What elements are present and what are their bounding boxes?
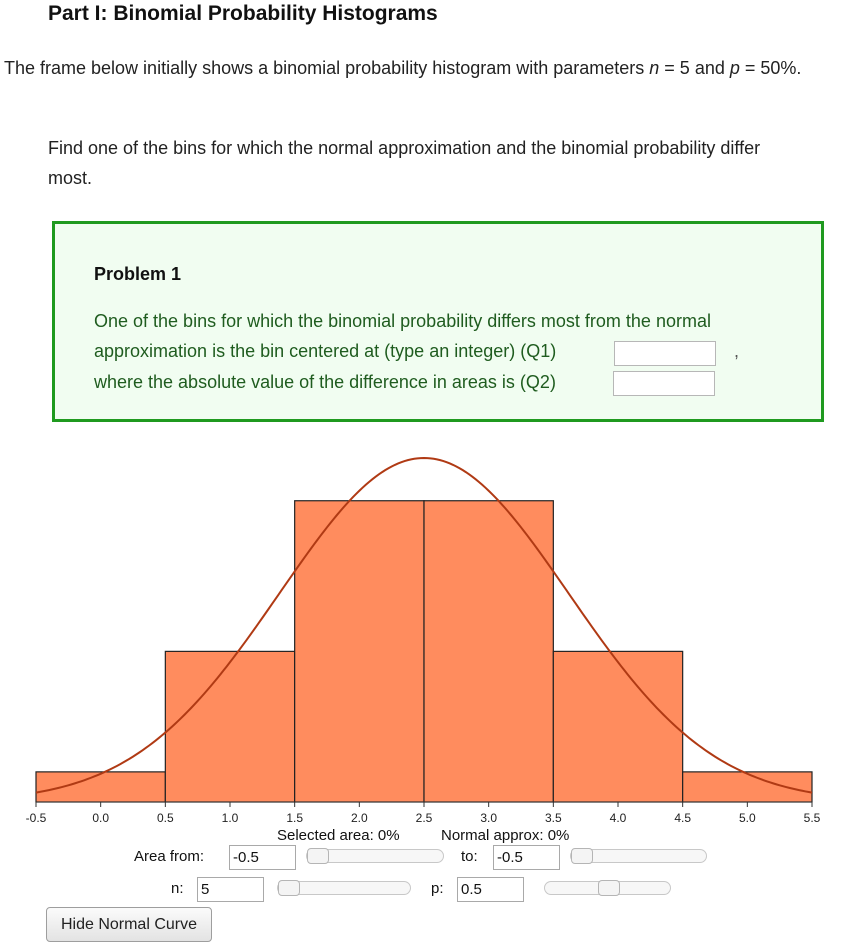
q1-answer-input[interactable] [614,341,716,366]
n-input[interactable] [197,877,264,902]
problem-line-1: One of the bins for which the binomial probability differs most from the normal [94,311,711,331]
area-from-slider[interactable] [306,849,444,863]
x-axis-ticks [26,802,821,825]
n-equals: = 5 and [659,58,730,78]
binomial-histogram [0,440,842,830]
comma: , [734,341,740,361]
x-tick-label: 0.0 [92,811,110,825]
area-to-slider[interactable] [570,849,707,863]
intro-text: The frame below initially shows a binomial probability histogram with parameters [4,58,650,78]
x-tick-label: 2.5 [415,811,433,825]
histogram-bar [36,772,165,802]
problem-line-2: approximation is the bin centered at (type an integer) (Q1) [94,341,557,361]
problem-heading: Problem 1 [94,264,182,284]
area-to-slider-knob[interactable] [571,848,593,864]
x-tick-label: 3.0 [480,811,498,825]
normal-approx-label: Normal approx: 0% [441,827,570,844]
intro-paragraph [4,53,840,84]
n-label: n: [171,880,184,897]
area-from-slider-knob[interactable] [307,848,329,864]
x-tick-label: 0.5 [156,811,174,825]
p-symbol: p [729,58,740,78]
x-tick-label: 4.0 [609,811,627,825]
x-tick-label: 2.0 [350,811,368,825]
section-title: Part I: Binomial Probability Histograms [48,2,438,25]
task-paragraph: Find one of the bins for which the normal approximation and the binomial probability differ most. [48,138,761,188]
n-slider[interactable] [277,881,411,895]
area-to-label: to: [461,848,478,865]
histogram-bar [683,772,812,802]
x-tick-label: 1.0 [221,811,239,825]
problem-line-3: where the absolute value of the difference in areas is (Q2) [94,372,556,392]
histogram-bars [36,501,812,802]
p-input[interactable] [457,877,524,902]
n-slider-knob[interactable] [278,880,300,896]
x-tick-label: 5.0 [738,811,756,825]
hide-normal-curve-button[interactable]: Hide Normal Curve [46,907,212,942]
p-slider[interactable] [544,881,671,895]
x-tick-label: -0.5 [25,811,47,825]
x-tick-label: 1.5 [286,811,304,825]
histogram-bar [553,651,682,802]
histogram-bar [165,651,294,802]
area-from-input[interactable] [229,845,296,870]
area-to-input[interactable] [493,845,560,870]
p-equals: = 50%. [739,58,802,78]
area-from-label: Area from: [134,848,205,865]
selected-area-label: Selected area: 0% [277,827,400,844]
n-symbol: n [649,58,660,78]
p-label: p: [431,880,444,897]
x-tick-label: 3.5 [544,811,562,825]
x-tick-label: 5.5 [803,811,821,825]
x-tick-label: 4.5 [674,811,692,825]
q2-answer-input[interactable] [613,371,715,396]
p-slider-knob[interactable] [598,880,620,896]
